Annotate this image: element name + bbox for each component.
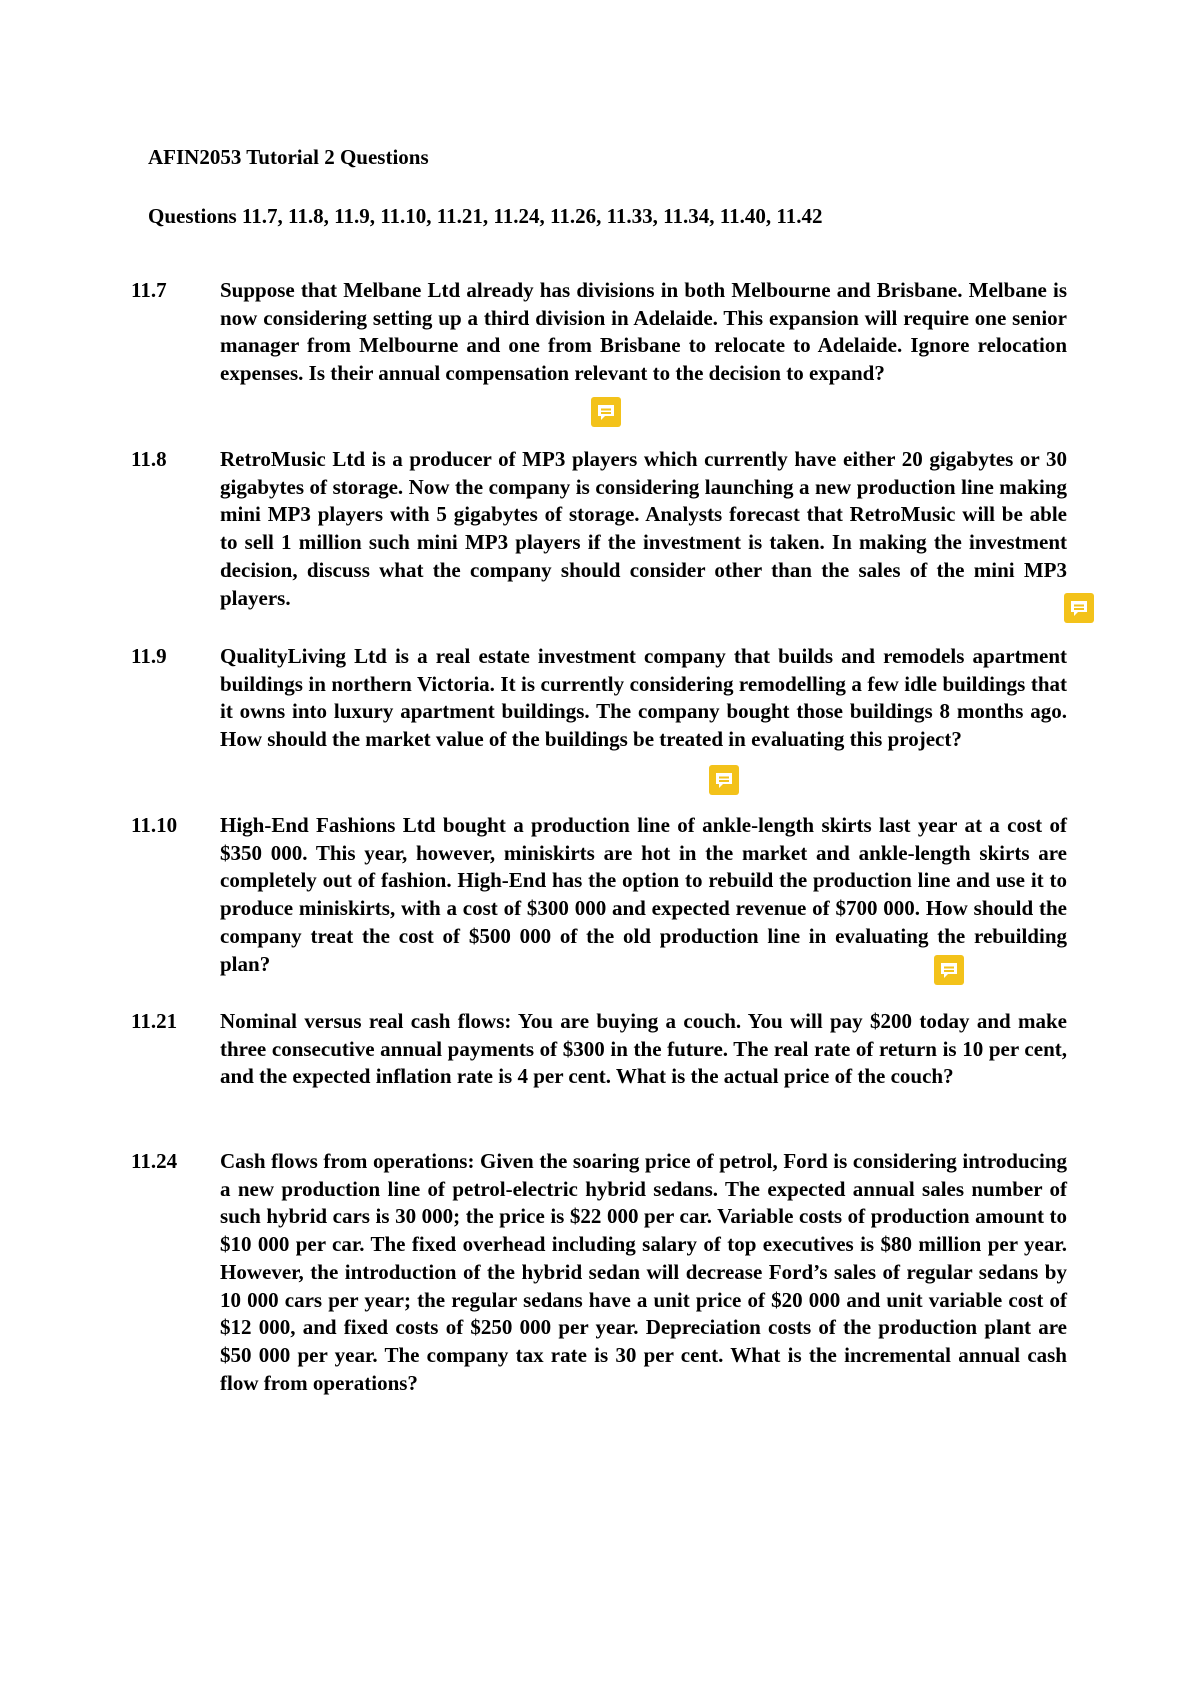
- comment-icon[interactable]: [709, 765, 739, 795]
- comment-icon[interactable]: [591, 397, 621, 427]
- question-text: RetroMusic Ltd is a producer of MP3 players which currently have either 20 gigabytes or 30 gigabytes of storage. Now the company is considering launching a new production line making mini MP3 players with 5 gigabytes of storage. Analysts forecast that RetroMusic will be able to sell 1 million such mini MP3 players if the investment is taken. In making the investment decision, discuss what the company should consider other than the sales of the mini MP3 players.: [220, 447, 1067, 610]
- question-text: Suppose that Melbane Ltd already has divisions in both Melbourne and Brisbane. Melbane is now considering setting up a third division in Adelaide. This expansion will require one senior manager from Melbourne and one from Brisbane to relocate to Adelaide. Ignore relocation expenses. Is their annual compensation relevant to the decision to expand?: [220, 278, 1067, 386]
- comment-icon[interactable]: [1064, 593, 1094, 623]
- page-title: AFIN2053 Tutorial 2 Questions: [148, 145, 429, 169]
- comment-icon[interactable]: [934, 955, 964, 985]
- question-number: 11.21: [131, 1009, 178, 1033]
- question-text: QualityLiving Ltd is a real estate investment company that builds and remodels apartment buildings in northern Victoria. It is currently considering remodelling a few idle buildings that it owns into luxury apartment buildings. The company bought those buildings 8 months ago. How should the market value of the buildings be treated in evaluating this project?: [220, 644, 1067, 752]
- question-number: 11.9: [131, 644, 167, 668]
- comment-bubble-icon: [934, 955, 964, 985]
- question-number: 11.8: [131, 447, 167, 471]
- question-text: Nominal versus real cash flows: You are buying a couch. You will pay $200 today and make three consecutive annual payments of $300 in the future. The real rate of return is 10 per cent, and the expected inflation rate is 4 per cent. What is the actual price of the couch?: [220, 1009, 1067, 1089]
- question-list: Questions 11.7, 11.8, 11.9, 11.10, 11.21, 11.24, 11.26, 11.33, 11.34, 11.40, 11.42: [148, 204, 823, 228]
- question-11-7: [131, 277, 1067, 388]
- question-11-9: [131, 643, 1067, 754]
- comment-bubble-icon: [591, 397, 621, 427]
- question-text: High-End Fashions Ltd bought a production line of ankle-length skirts last year at a cost of $350 000. This year, however, miniskirts are hot in the market and ankle-length skirts are completely out of fashion. High-End has the option to rebuild the production line and use it to produce miniskirts, with a cost of $300 000 and expected revenue of $700 000. How should the company treat the cost of $500 000 of the old production line in evaluating the rebuilding plan?: [220, 813, 1067, 976]
- question-number: 11.10: [131, 813, 178, 837]
- question-number: 11.24: [131, 1149, 178, 1173]
- question-11-8: [131, 446, 1067, 612]
- question-11-24: [131, 1148, 1067, 1397]
- comment-bubble-icon: [709, 765, 739, 795]
- question-text: Cash flows from operations: Given the soaring price of petrol, Ford is considering introducing a new production line of petrol-electric hybrid sedans. The expected annual sales number of such hybrid cars is 30 000; the price is $22 000 per car. Variable costs of production amount to $10 000 per car. The fixed overhead including salary of top executives is $80 million per year. However, the introduction of the hybrid sedan will decrease Ford’s sales of regular sedans by 10 000 cars per year; the regular sedans have a unit price of $20 000 and unit variable cost of $12 000, and fixed costs of $250 000 per year. Depreciation costs of the production plant are $50 000 per year. The company tax rate is 30 per cent. What is the incremental annual cash flow from operations?: [220, 1149, 1067, 1395]
- comment-bubble-icon: [1064, 593, 1094, 623]
- question-11-21: [131, 1008, 1067, 1091]
- question-number: 11.7: [131, 278, 167, 302]
- question-11-10: [131, 812, 1067, 978]
